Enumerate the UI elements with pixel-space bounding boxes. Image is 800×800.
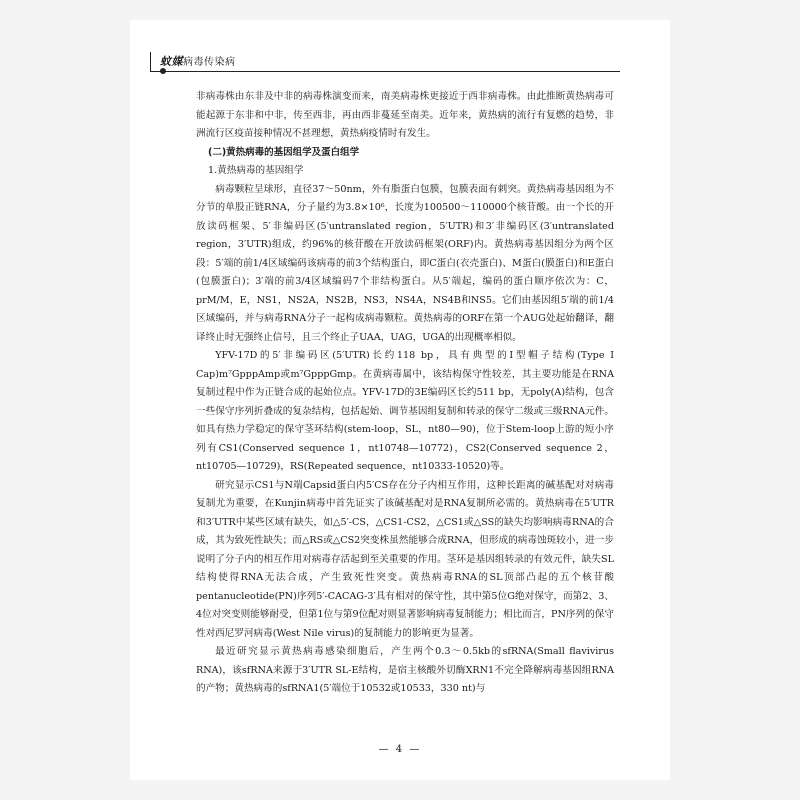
body-paragraph: YFV-17D的5′非编码区(5′UTR)长约118 bp，具有典型的Ⅰ型帽子结构(Type Ⅰ Cap)m⁷GpppAmp或m⁷GpppGmp。在黄病毒属中，该结构保守性较差，其主要功能是在RNA复制过程中作为正链合成的起始位点。YFV-17D的3E编码区长约511 bp，无poly(A)结构，包含一些保守序列折叠成的复杂结构，包括起始、调节基因组复制和转录的保守二级或三级RNA元件。如具有热力学稳定的保守茎环结构(stem-loop，SL，nt80—90)，位于Stem-loop上游的短小序列有CS1(Conserved sequence 1，nt10748—10772)，CS2(Conserved sequence 2，nt10705—10729)，RS(Repeated sequence，nt10333-10520)等。 (196, 350, 614, 472)
body-paragraph: 最近研究显示黄热病毒感染细胞后，产生两个0.3～0.5kb的sfRNA(Small flavivirus RNA)，该sfRNA来源于3′UTR SL-E结构，是宿主核酸外切酶XRN1不完全降解病毒基因组RNA的产物；黄热病毒的sfRNA1(5′端位于10532或10533，330 nt)与 (196, 646, 614, 694)
running-header (160, 53, 236, 69)
intro-paragraph: 非病毒株由东非及中非的病毒株演变而来，南美病毒株更接近于西非病毒株。由此推断黄热病毒可能起源于东非和中非，传至西非，再由西非蔓延至南美。近年来，黄热病的流行有复燃的趋势，非洲流行区疫苗接种情况不甚理想，黄热病疫情时有发生。 (196, 91, 614, 139)
header-bracket (150, 52, 157, 72)
header-title-text: 病毒传染病 (183, 57, 236, 68)
header-rule (150, 71, 620, 72)
body-paragraph: 病毒颗粒呈球形，直径37～50nm，外有脂蛋白包膜，包膜表面有刺突。黄热病毒基因组为不分节的单股正链RNA，分子量约为3.8×10⁶，长度为100500～110000个核苷酸。由一个长的开放读码框架、5′非编码区(5′untranslated region，5′UTR)和3′非编码区(3′untranslated region，3′UTR)组成，约96%的核苷酸在开放读码框架(ORF)内。黄热病毒基因组分为两个区段：5′端的前1/4区域编码该病毒的前3个结构蛋白，即C蛋白(衣壳蛋白)、M蛋白(膜蛋白)和E蛋白(包膜蛋白)；3′端的前3/4区域编码7个非结构蛋白。从5′端起，编码的蛋白顺序依次为：C，prM/M，E，NS1，NS2A，NS2B，NS3，NS4A，NS4B和NS5。它们由基因组5′端的前1/4区域编码，并与病毒RNA分子一起构成病毒颗粒。黄热病毒的ORF在第一个AUG处起始翻译，翻译终止时无强终止信号，且三个终止子UAA，UAG，UGA的出现概率相似。 (196, 183, 614, 343)
body-paragraph: 研究显示CS1与N端Capsid蛋白内5′CS存在分子内相互作用，这种长距离的碱基配对对病毒复制尤为重要，在Kunjin病毒中首先证实了该碱基配对是RNA复制所必需的。黄热病毒在5′UTR和3′UTR中某些区域有缺失，如△5′-CS，△CS1-CS2，△CS1或△SS的缺失均影响病毒RNA的合成，其为致死性缺失；而△RS或△CS2突变株虽然能够合成RNA，但形成的病毒蚀斑较小，进一步说明了分子内的相互作用对病毒存活起到至关重要的作用。茎环是基因组转录的有效元件，缺失SL结构使得RNA无法合成，产生致死性突变。黄热病毒RNA的SL顶部凸起的五个核苷酸pentanucleotide(PN)序列5′-CACAG-3′具有相对的保守性，其中第5位G绝对保守，而第2、3、4位对突变则能够耐受，但第1位与第9位配对则显著影响病毒复制能力；相比而言，PN序列的保守性对西尼罗河病毒(West Nile virus)的复制能力的影响更为显著。 (196, 479, 614, 639)
subsection-heading: 1.黄热病毒的基因组学 (208, 165, 304, 176)
header-brand: 蚊媒 (160, 55, 183, 68)
body-text (196, 88, 614, 699)
page-number: — 4 — (378, 744, 422, 755)
section-heading: (二)黄热病毒的基因组学及蛋白组学 (208, 146, 360, 158)
